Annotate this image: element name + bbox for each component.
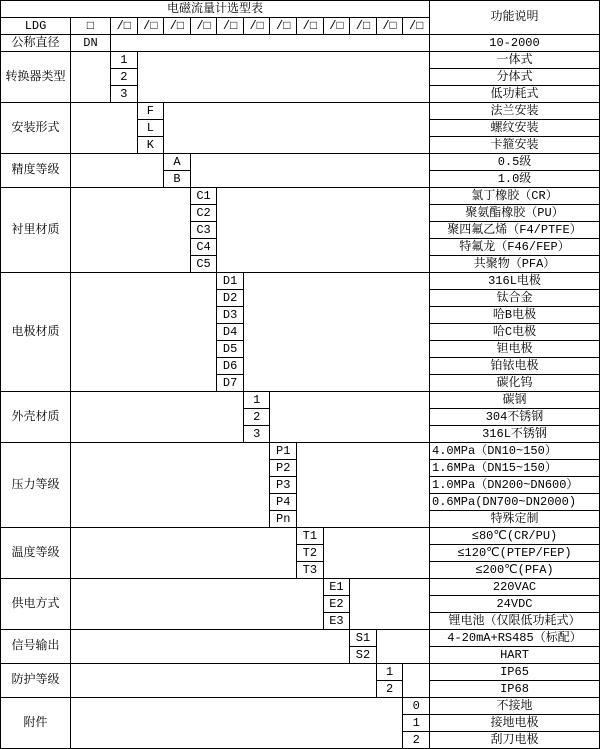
function-cell: 1.6MPa（DN15~150） [430,460,600,477]
function-cell: 316L电极 [430,273,600,290]
function-cell: 法兰安装 [430,103,600,120]
function-cell: 锂电池（仅限低功耗式） [430,613,600,630]
function-cell: IP65 [430,664,600,681]
code-cell: S2 [350,647,377,664]
function-cell: 分体式 [430,69,600,86]
code-cell: 2 [376,681,403,698]
empty-cell [270,392,430,443]
function-cell: 316L不锈钢 [430,426,600,443]
code-cell: T1 [297,528,324,545]
code-cell: D3 [217,307,244,324]
section-label: 精度等级 [1,154,71,188]
function-cell: ≤200℃(PFA) [430,562,600,579]
code-slot-box: □ [71,18,111,35]
function-cell: 哈B电极 [430,307,600,324]
function-cell: 0.5级 [430,154,600,171]
code-cell: P2 [270,460,297,477]
code-cell: E3 [323,613,350,630]
function-cell: 0.6MPa(DN700~DN2000) [430,494,600,511]
empty-cell [71,579,324,630]
empty-cell [71,273,217,392]
section-label: 信号输出 [1,630,71,664]
code-cell: 2 [403,732,430,749]
code-slot-box: /□ [190,18,217,35]
code-slot-box: /□ [323,18,350,35]
code-cell: Pn [270,511,297,528]
code-cell: 2 [111,69,138,86]
empty-cell [323,528,429,579]
code-cell: 0 [403,698,430,715]
function-cell: 氯丁橡胶（CR） [430,188,600,205]
code-slot-box: /□ [243,18,270,35]
empty-cell [71,664,377,698]
code-cell: L [137,120,164,137]
section-label: 衬里材质 [1,188,71,273]
section-label: 防护等级 [1,664,71,698]
function-cell: 10-2000 [430,35,600,52]
function-cell: 不接地 [430,698,600,715]
code-cell: 1 [403,715,430,732]
empty-cell [297,443,430,528]
function-cell: 螺纹安装 [430,120,600,137]
code-cell: A [164,154,191,171]
code-cell: 1 [243,392,270,409]
empty-cell [71,52,111,103]
code-cell: E2 [323,596,350,613]
empty-cell [71,630,350,664]
code-cell: C3 [190,222,217,239]
code-cell: F [137,103,164,120]
function-cell: 碳化钨 [430,375,600,392]
function-cell: 4-20mA+RS485（标配） [430,630,600,647]
section-label: 供电方式 [1,579,71,630]
code-slot-box: /□ [350,18,377,35]
code-cell: D4 [217,324,244,341]
empty-cell [350,579,430,630]
code-cell: S1 [350,630,377,647]
function-cell: 特氟龙（F46/FEP） [430,239,600,256]
code-cell: C1 [190,188,217,205]
function-cell: 聚氨酯橡胶（PU） [430,205,600,222]
function-cell: IP68 [430,681,600,698]
code-slot-box: /□ [297,18,324,35]
code-slot-box: /□ [217,18,244,35]
function-cell: 刮刀电极 [430,732,600,749]
code-cell: D1 [217,273,244,290]
function-cell: 钛合金 [430,290,600,307]
code-slot-box: /□ [376,18,403,35]
empty-cell [137,52,429,103]
code-cell: T2 [297,545,324,562]
code-cell: C5 [190,256,217,273]
model-prefix: LDG [1,18,71,35]
function-column-header: 功能说明 [430,1,600,35]
code-slot-box: /□ [403,18,430,35]
section-label: 附件 [1,698,71,749]
code-slot-box: /□ [164,18,191,35]
code-cell: D2 [217,290,244,307]
empty-cell [71,698,403,749]
code-cell: D7 [217,375,244,392]
code-cell: 3 [111,86,138,103]
function-cell: 特殊定制 [430,511,600,528]
function-cell: 24VDC [430,596,600,613]
section-label: 公称直径 [1,35,71,52]
function-cell: ≤80℃(CR/PU) [430,528,600,545]
function-cell: 304不锈钢 [430,409,600,426]
empty-cell [71,103,138,154]
empty-cell [190,154,429,188]
function-cell: 1.0级 [430,171,600,188]
code-cell: K [137,137,164,154]
empty-cell [217,188,430,273]
table-title: 电磁流量计选型表 [1,1,430,18]
section-label: 安装形式 [1,103,71,154]
empty-cell [71,392,244,443]
code-cell: B [164,171,191,188]
function-cell: 铂铱电极 [430,358,600,375]
code-cell: 1 [376,664,403,681]
code-cell: C2 [190,205,217,222]
code-cell: D6 [217,358,244,375]
empty-cell [71,188,191,273]
code-cell: T3 [297,562,324,579]
function-cell: 4.0MPa（DN10~150） [430,443,600,460]
code-slot-box: /□ [137,18,164,35]
empty-cell [71,528,297,579]
code-slot-box: /□ [270,18,297,35]
section-label: 外壳材质 [1,392,71,443]
code-cell: 3 [243,426,270,443]
empty-cell [71,154,164,188]
function-cell: 接地电极 [430,715,600,732]
empty-cell [111,35,430,52]
function-cell: 聚四氟乙烯（F4/PTFE） [430,222,600,239]
section-label: 压力等级 [1,443,71,528]
empty-cell [376,630,429,664]
code-slot-box: /□ [111,18,138,35]
empty-cell [403,664,430,698]
code-cell: 2 [243,409,270,426]
code-cell: C4 [190,239,217,256]
code-cell: P4 [270,494,297,511]
function-cell: 哈C电极 [430,324,600,341]
function-cell: 低功耗式 [430,86,600,103]
function-cell: 220VAC [430,579,600,596]
empty-cell [71,443,270,528]
function-cell: 钽电极 [430,341,600,358]
code-cell: 1 [111,52,138,69]
section-label: 转换器类型 [1,52,71,103]
empty-cell [243,273,429,392]
code-cell: E1 [323,579,350,596]
function-cell: 1.0MPa（DN200~DN600） [430,477,600,494]
selection-table-body [1,1,600,749]
code-cell: P1 [270,443,297,460]
function-cell: HART [430,647,600,664]
code-cell: DN [71,35,111,52]
empty-cell [164,103,430,154]
function-cell: 一体式 [430,52,600,69]
code-cell: P3 [270,477,297,494]
section-label: 温度等级 [1,528,71,579]
section-label: 电极材质 [1,273,71,392]
function-cell: 碳钢 [430,392,600,409]
code-cell: D5 [217,341,244,358]
function-cell: 卡箍安装 [430,137,600,154]
function-cell: ≤120℃(PTEP/FEP) [430,545,600,562]
function-cell: 共聚物（PFA） [430,256,600,273]
